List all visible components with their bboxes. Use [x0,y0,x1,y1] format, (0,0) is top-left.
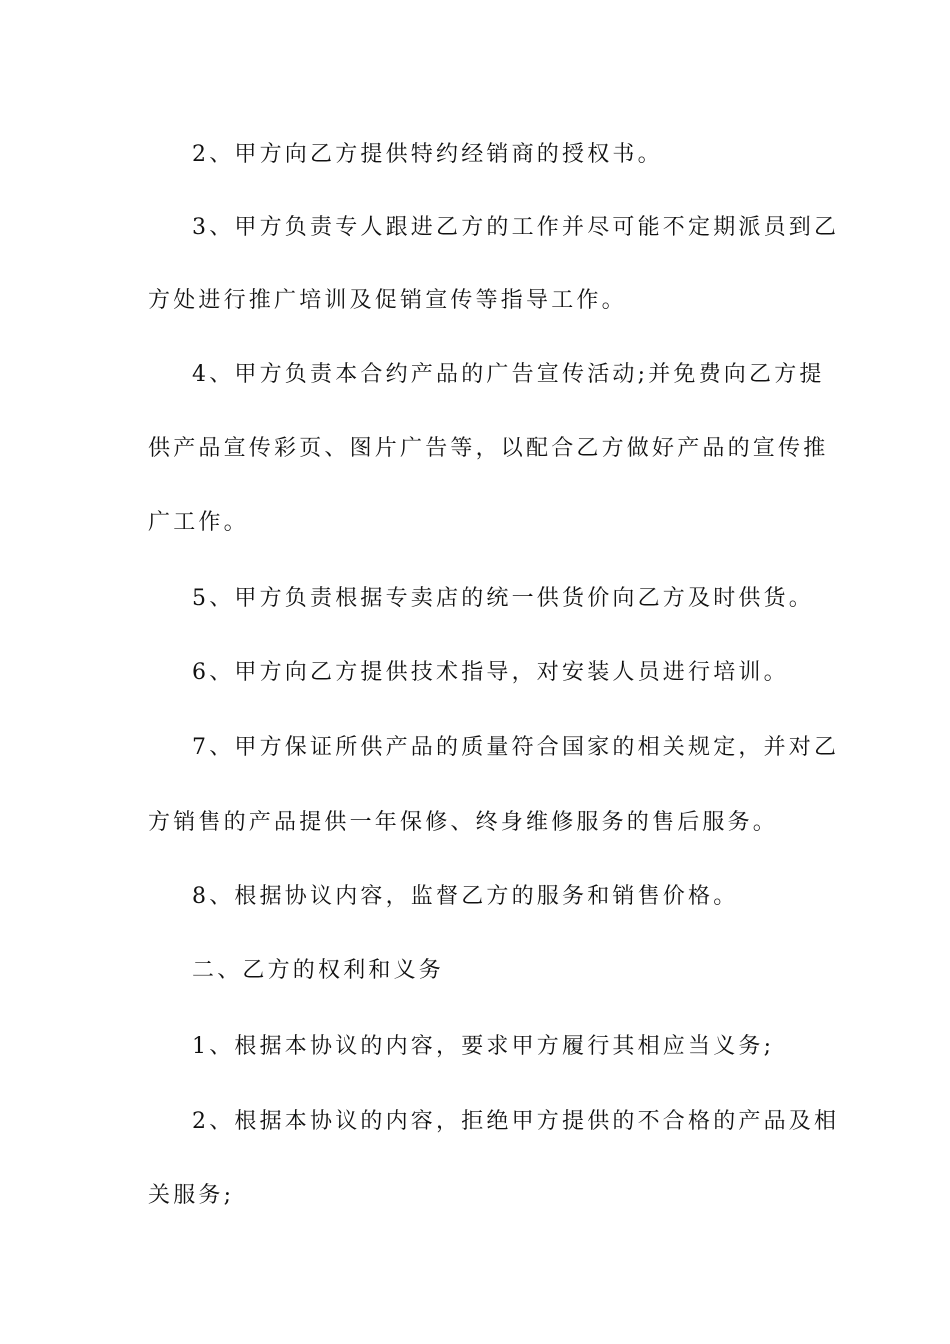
paragraph-line: 关服务; [148,1183,235,1208]
paragraph-line: 6、甲方向乙方提供技术指导，对安装人员进行培训。 [192,660,789,685]
paragraph-line: 2、根据本协议的内容，拒绝甲方提供的不合格的产品及相 [192,1109,840,1134]
paragraph-line: 8、根据协议内容，监督乙方的服务和销售价格。 [192,884,739,909]
paragraph-line: 4、甲方负责本合约产品的广告宣传活动;并免费向乙方提 [192,362,825,387]
paragraph-line: 供产品宣传彩页、图片广告等，以配合乙方做好产品的宣传推 [148,436,829,461]
paragraph-line: 2、甲方向乙方提供特约经销商的授权书。 [192,142,663,167]
paragraph-line: 1、根据本协议的内容，要求甲方履行其相应当义务; [192,1034,775,1059]
paragraph-line: 5、甲方负责根据专卖店的统一供货价向乙方及时供货。 [192,586,814,611]
paragraph-line: 3、甲方负责专人跟进乙方的工作并尽可能不定期派员到乙 [192,215,840,240]
paragraph-line: 广工作。 [148,510,249,535]
section-heading: 二、乙方的权利和义务 [192,958,445,983]
paragraph-line: 方处进行推广培训及促销宣传等指导工作。 [148,288,627,313]
paragraph-line: 7、甲方保证所供产品的质量符合国家的相关规定，并对乙 [192,735,840,760]
paragraph-line: 方销售的产品提供一年保修、终身维修服务的售后服务。 [148,810,779,835]
